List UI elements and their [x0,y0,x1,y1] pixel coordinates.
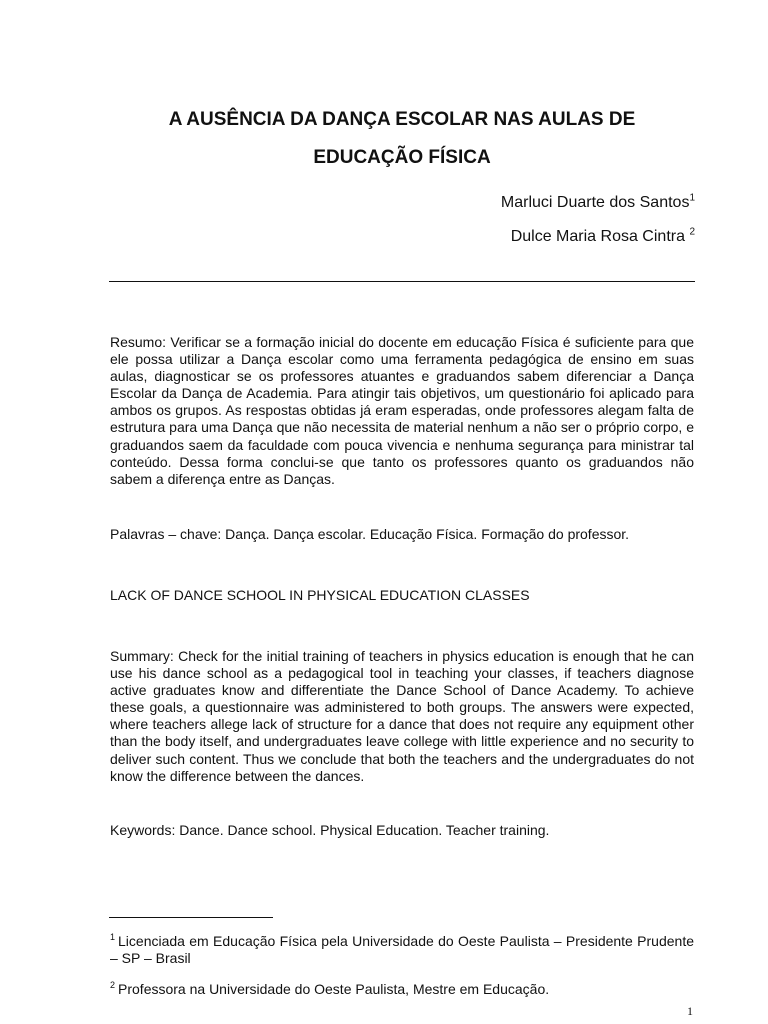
author-2-name: Dulce Maria Rosa Cintra [510,228,685,245]
abstract-english: Summary: Check for the initial training of teachers in physics education is enough that he can use his dance school as a pedagogical tool in teaching your classes, if teachers diagnose active graduates know and differentiate the Dance School of Dance Academy. To achieve these goals, a questionnaire was administered to both groups. The answers were expected, where teachers allege lack of structure for a dance that does not require any equipment other than the body itself, and undergraduates leave college with little experience and no security to deliver such content. Thus we conclude that both the teachers and the undergraduates do not know the difference between the dances. [110,648,694,784]
header-divider [109,281,695,282]
english-title: LACK OF DANCE SCHOOL IN PHYSICAL EDUCATION CLASSES [110,587,530,603]
article-title [109,101,695,177]
author-1-footnote-mark: 1 [689,192,695,204]
article-title-line-1: A AUSÊNCIA DA DANÇA ESCOLAR NAS AULAS DE [168,109,636,130]
footnote-2-text: Professora na Universidade do Oeste Paulista, Mestre em Educação. [118,981,550,997]
article-title-line-2: EDUCAÇÃO FÍSICA [313,147,491,168]
author-2-footnote-mark: 2 [689,226,695,238]
keywords-english: Keywords: Dance. Dance school. Physical Education. Teacher training. [110,822,550,838]
page-number: 1 [687,1004,693,1018]
abstract-portuguese: Resumo: Verificar se a formação inicial do docente em educação Física é suficiente para que ele possa utilizar a Dança escolar como uma ferramenta pedagógica de ensino em suas aulas, diagnosticar se os professores atuantes e graduandos sabem diferenciar a Dança Escolar da Dança de Academia. Para atingir tais objetivos, um questionário foi aplicado para ambos os grupos. As respostas obtidas já eram esperadas, onde professores alegam falta de estrutura para uma Dança que não necessita de material nenhum a não ser o próprio corpo, e graduandos saem da faculdade com pouca vivencia e nenhuma segurança para ministrar tal conteúdo. Dessa forma conclui-se que tanto os professores quanto os graduandos não sabem a diferença entre as Danças. [110,334,694,487]
author-1-name: Marluci Duarte dos Santos [500,194,690,211]
keywords-portuguese: Palavras – chave: Dança. Dança escolar. Educação Física. Formação do professor. [110,526,630,542]
footnote-1-text: Licenciada em Educação Física pela Universidade do Oeste Paulista – Presidente Prudente – SP – Brasil [110,933,694,966]
footnote-1 [110,933,694,967]
author-2 [511,227,695,247]
footnote-divider [109,917,273,918]
footnote-2-mark: 2 [110,980,116,991]
footnote-2 [110,981,694,998]
footnote-1-mark: 1 [110,932,116,943]
author-1 [501,193,695,213]
